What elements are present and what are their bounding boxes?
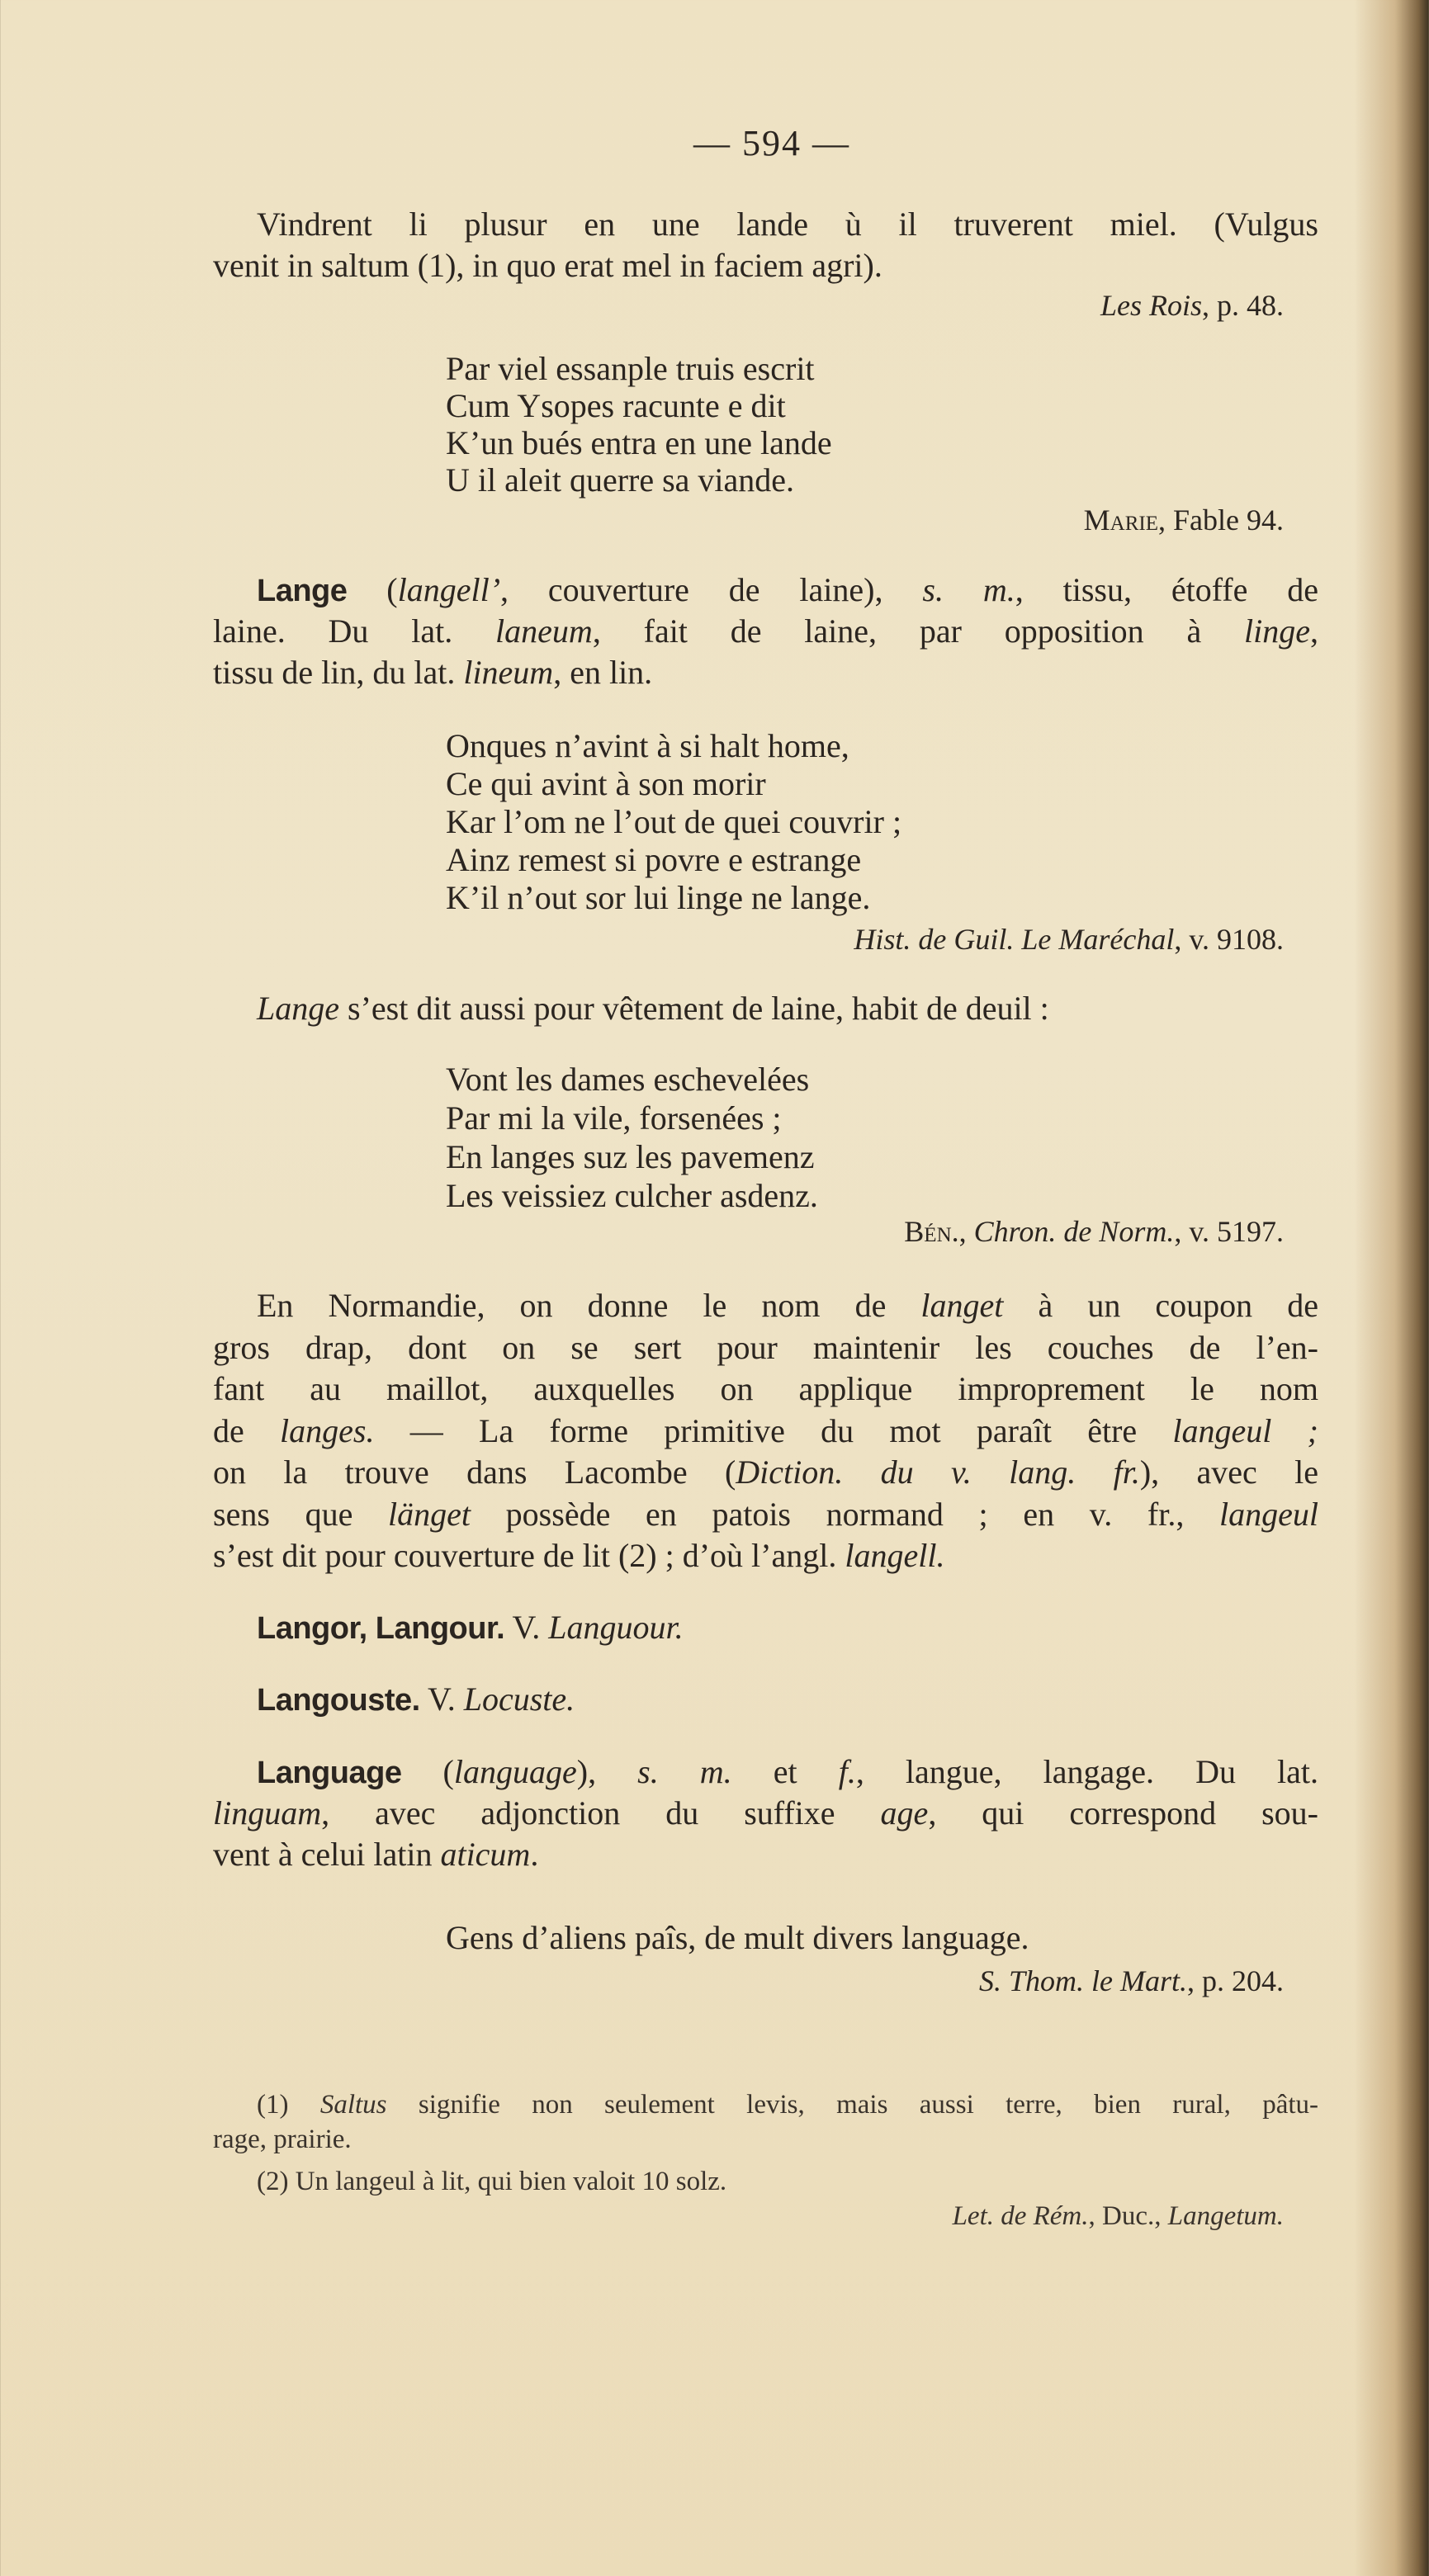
text-segment: Par mi la vile, forsenées ; xyxy=(446,1099,782,1137)
citation-line xyxy=(904,1211,1284,1252)
page-number xyxy=(0,123,1429,164)
text-line xyxy=(213,1285,1318,1326)
text-line xyxy=(213,611,1318,652)
italic-text: age xyxy=(880,1794,929,1832)
text-line xyxy=(213,988,1318,1029)
italic-text: langell. xyxy=(845,1537,945,1574)
text-segment: , Fable 94. xyxy=(1158,503,1284,536)
text-segment: gros drap, dont on se sert pour maintenir les couches de l’en- xyxy=(213,1328,1318,1366)
text-line xyxy=(213,1793,1318,1834)
citation-line xyxy=(953,2199,1284,2233)
text-segment: vent à celui latin xyxy=(213,1836,441,1873)
text-line xyxy=(213,1411,1318,1452)
italic-text: Hist. de Guil. Le Maréchal xyxy=(854,923,1175,956)
text-segment: , p. 204. xyxy=(1187,1964,1284,1997)
text-segment: , qui correspond sou- xyxy=(928,1794,1318,1832)
headword: Langouste. xyxy=(257,1683,420,1718)
text-segment: laine. Du lat. xyxy=(213,612,496,650)
text-line xyxy=(446,348,815,390)
text-segment: à un coupon de xyxy=(1003,1287,1318,1324)
text-segment: Bén. xyxy=(904,1215,959,1248)
text-line xyxy=(446,726,849,767)
citation-line xyxy=(854,919,1284,960)
text-segment: Marie xyxy=(1083,503,1159,536)
text-line xyxy=(213,1834,1318,1875)
text-segment: Les veissiez culcher asdenz. xyxy=(446,1177,818,1214)
italic-text: lineum xyxy=(463,654,554,691)
italic-text: Diction. du v. lang. fr. xyxy=(736,1453,1140,1491)
text-segment: En Normandie, on donne le nom de xyxy=(257,1287,921,1324)
italic-text: linguam xyxy=(213,1794,322,1832)
text-segment: on la trouve dans Lacombe ( xyxy=(213,1453,736,1491)
citation-line xyxy=(1100,285,1284,326)
italic-text: Languour. xyxy=(548,1609,684,1646)
text-line xyxy=(446,801,901,843)
text-line xyxy=(213,1327,1318,1368)
italic-text: langes. xyxy=(280,1411,375,1449)
italic-text: s. m. xyxy=(922,571,1015,608)
text-segment: s’est dit aussi pour vêtement de laine, habit de deuil : xyxy=(339,990,1049,1027)
italic-text: Chron. de Norm. xyxy=(973,1215,1175,1248)
citation-line xyxy=(1084,499,1284,541)
italic-text: langet xyxy=(920,1287,1004,1324)
italic-text: Les Rois xyxy=(1100,289,1202,322)
text-segment: sens que xyxy=(213,1495,389,1533)
text-line xyxy=(446,1917,1029,1959)
text-segment: V. xyxy=(504,1609,549,1646)
citation-line xyxy=(979,1960,1284,2002)
text-segment: , couverture de laine), xyxy=(500,571,923,608)
text-segment: , fait de laine, par opposition à xyxy=(592,612,1245,650)
text-segment: Onques n’avint à si halt home, xyxy=(446,727,849,764)
text-segment: ), xyxy=(576,1753,638,1790)
italic-text: Locuste. xyxy=(463,1680,575,1718)
italic-text: s. m. xyxy=(637,1753,732,1790)
text-line xyxy=(446,877,870,919)
text-line xyxy=(213,1607,1318,1648)
text-segment: possède en patois normand ; en v. fr., xyxy=(471,1495,1220,1533)
text-segment: signifie non seulement levis, mais aussi terre, bien rural, pâtu- xyxy=(386,2090,1318,2120)
text-segment: Ainz remest si povre e estrange xyxy=(446,841,862,878)
text-line xyxy=(213,652,1318,693)
text-segment: K’il n’out sor lui linge ne lange. xyxy=(446,879,871,916)
text-segment: (2) Un langeul à lit, qui bien valoit 10 solz. xyxy=(257,2167,727,2196)
text-segment: (1) xyxy=(257,2090,320,2120)
text-segment: K’un bués entra en une lande xyxy=(446,424,832,461)
italic-text: länget xyxy=(388,1495,471,1533)
text-line xyxy=(213,570,1318,611)
text-segment: , p. 48. xyxy=(1202,289,1284,322)
italic-text: langell’ xyxy=(397,571,501,608)
text-line xyxy=(213,1535,1318,1576)
text-line xyxy=(213,204,1318,245)
text-segment: , xyxy=(958,1215,974,1248)
text-line xyxy=(213,245,1318,286)
headword: Lange xyxy=(257,574,348,608)
italic-text: Langetum. xyxy=(1167,2201,1284,2231)
text-segment: — 594 — xyxy=(693,123,850,163)
text-segment: Vont les dames eschevelées xyxy=(446,1061,810,1098)
text-segment: , xyxy=(1310,612,1318,650)
text-segment: — La forme primitive du mot paraît être xyxy=(374,1411,1173,1449)
text-line xyxy=(446,460,794,501)
text-segment: Par viel essanple truis escrit xyxy=(446,350,815,387)
text-segment: En langes suz les pavemenz xyxy=(446,1138,815,1175)
text-segment: , avec adjonction du suffixe xyxy=(321,1794,881,1832)
headword: Language xyxy=(257,1756,402,1790)
text-segment: , tissu, étoffe de xyxy=(1015,571,1319,608)
headword: Langor, Langour. xyxy=(257,1611,505,1646)
text-line xyxy=(213,1368,1318,1410)
text-segment: Cum Ysopes racunte e dit xyxy=(446,387,786,424)
text-line xyxy=(213,2122,1318,2157)
text-segment: Vindrent li plusur en une lande ù il truverent miel. (Vulgus xyxy=(257,206,1318,243)
text-segment: ), avec le xyxy=(1139,1453,1318,1491)
text-line xyxy=(213,1679,1318,1720)
text-segment: Kar l’om ne l’out de quei couvrir ; xyxy=(446,803,902,840)
text-line xyxy=(446,1175,818,1217)
text-segment: , v. 9108. xyxy=(1174,923,1284,956)
text-segment: tissu de lin, du lat. xyxy=(213,654,464,691)
italic-text: langeul xyxy=(1219,1495,1318,1533)
italic-text: f. xyxy=(838,1753,856,1790)
text-line xyxy=(446,763,766,805)
text-line xyxy=(213,2164,1318,2199)
text-segment: ( xyxy=(401,1753,454,1790)
text-line xyxy=(446,423,832,464)
italic-text: Let. de Rém. xyxy=(952,2201,1089,2231)
text-segment: . xyxy=(530,1836,539,1873)
italic-text: laneum xyxy=(495,612,593,650)
italic-text: langeul ; xyxy=(1172,1411,1318,1449)
text-segment: fant au maillot, auxquelles on applique improprement le nom xyxy=(213,1370,1318,1407)
text-segment: Gens d’aliens paîs, de mult divers language. xyxy=(446,1919,1029,1956)
text-segment: ( xyxy=(347,571,398,608)
text-segment: Ce qui avint à son morir xyxy=(446,765,766,802)
text-line xyxy=(213,1452,1318,1493)
italic-text: Lange xyxy=(257,990,339,1027)
text-line xyxy=(446,1098,782,1139)
italic-text: Saltus xyxy=(319,2090,387,2120)
text-segment: venit in saltum (1), in quo erat mel in faciem agri). xyxy=(213,247,882,284)
text-segment: rage, prairie. xyxy=(213,2125,352,2154)
italic-text: linge xyxy=(1244,612,1310,650)
text-segment: , en lin. xyxy=(553,654,653,691)
text-line xyxy=(446,385,786,427)
text-segment: s’est dit pour couverture de lit (2) ; d’où l’angl. xyxy=(213,1537,845,1574)
text-line xyxy=(446,839,861,881)
text-line xyxy=(213,1494,1318,1535)
text-segment: U il aleit querre sa viande. xyxy=(446,461,795,499)
text-line xyxy=(446,1137,815,1178)
italic-text: language xyxy=(453,1753,577,1790)
text-line xyxy=(446,1059,809,1100)
text-segment: , v. 5197. xyxy=(1174,1215,1284,1248)
text-line xyxy=(213,1751,1318,1793)
text-segment: V. xyxy=(419,1680,464,1718)
text-line xyxy=(213,2087,1318,2122)
text-segment: de xyxy=(213,1411,281,1449)
text-segment: et xyxy=(731,1753,839,1790)
text-segment: , Duc., xyxy=(1088,2201,1168,2231)
text-segment: , langue, langage. Du lat. xyxy=(855,1753,1319,1790)
italic-text: aticum xyxy=(440,1836,531,1873)
italic-text: S. Thom. le Mart. xyxy=(979,1964,1187,1997)
